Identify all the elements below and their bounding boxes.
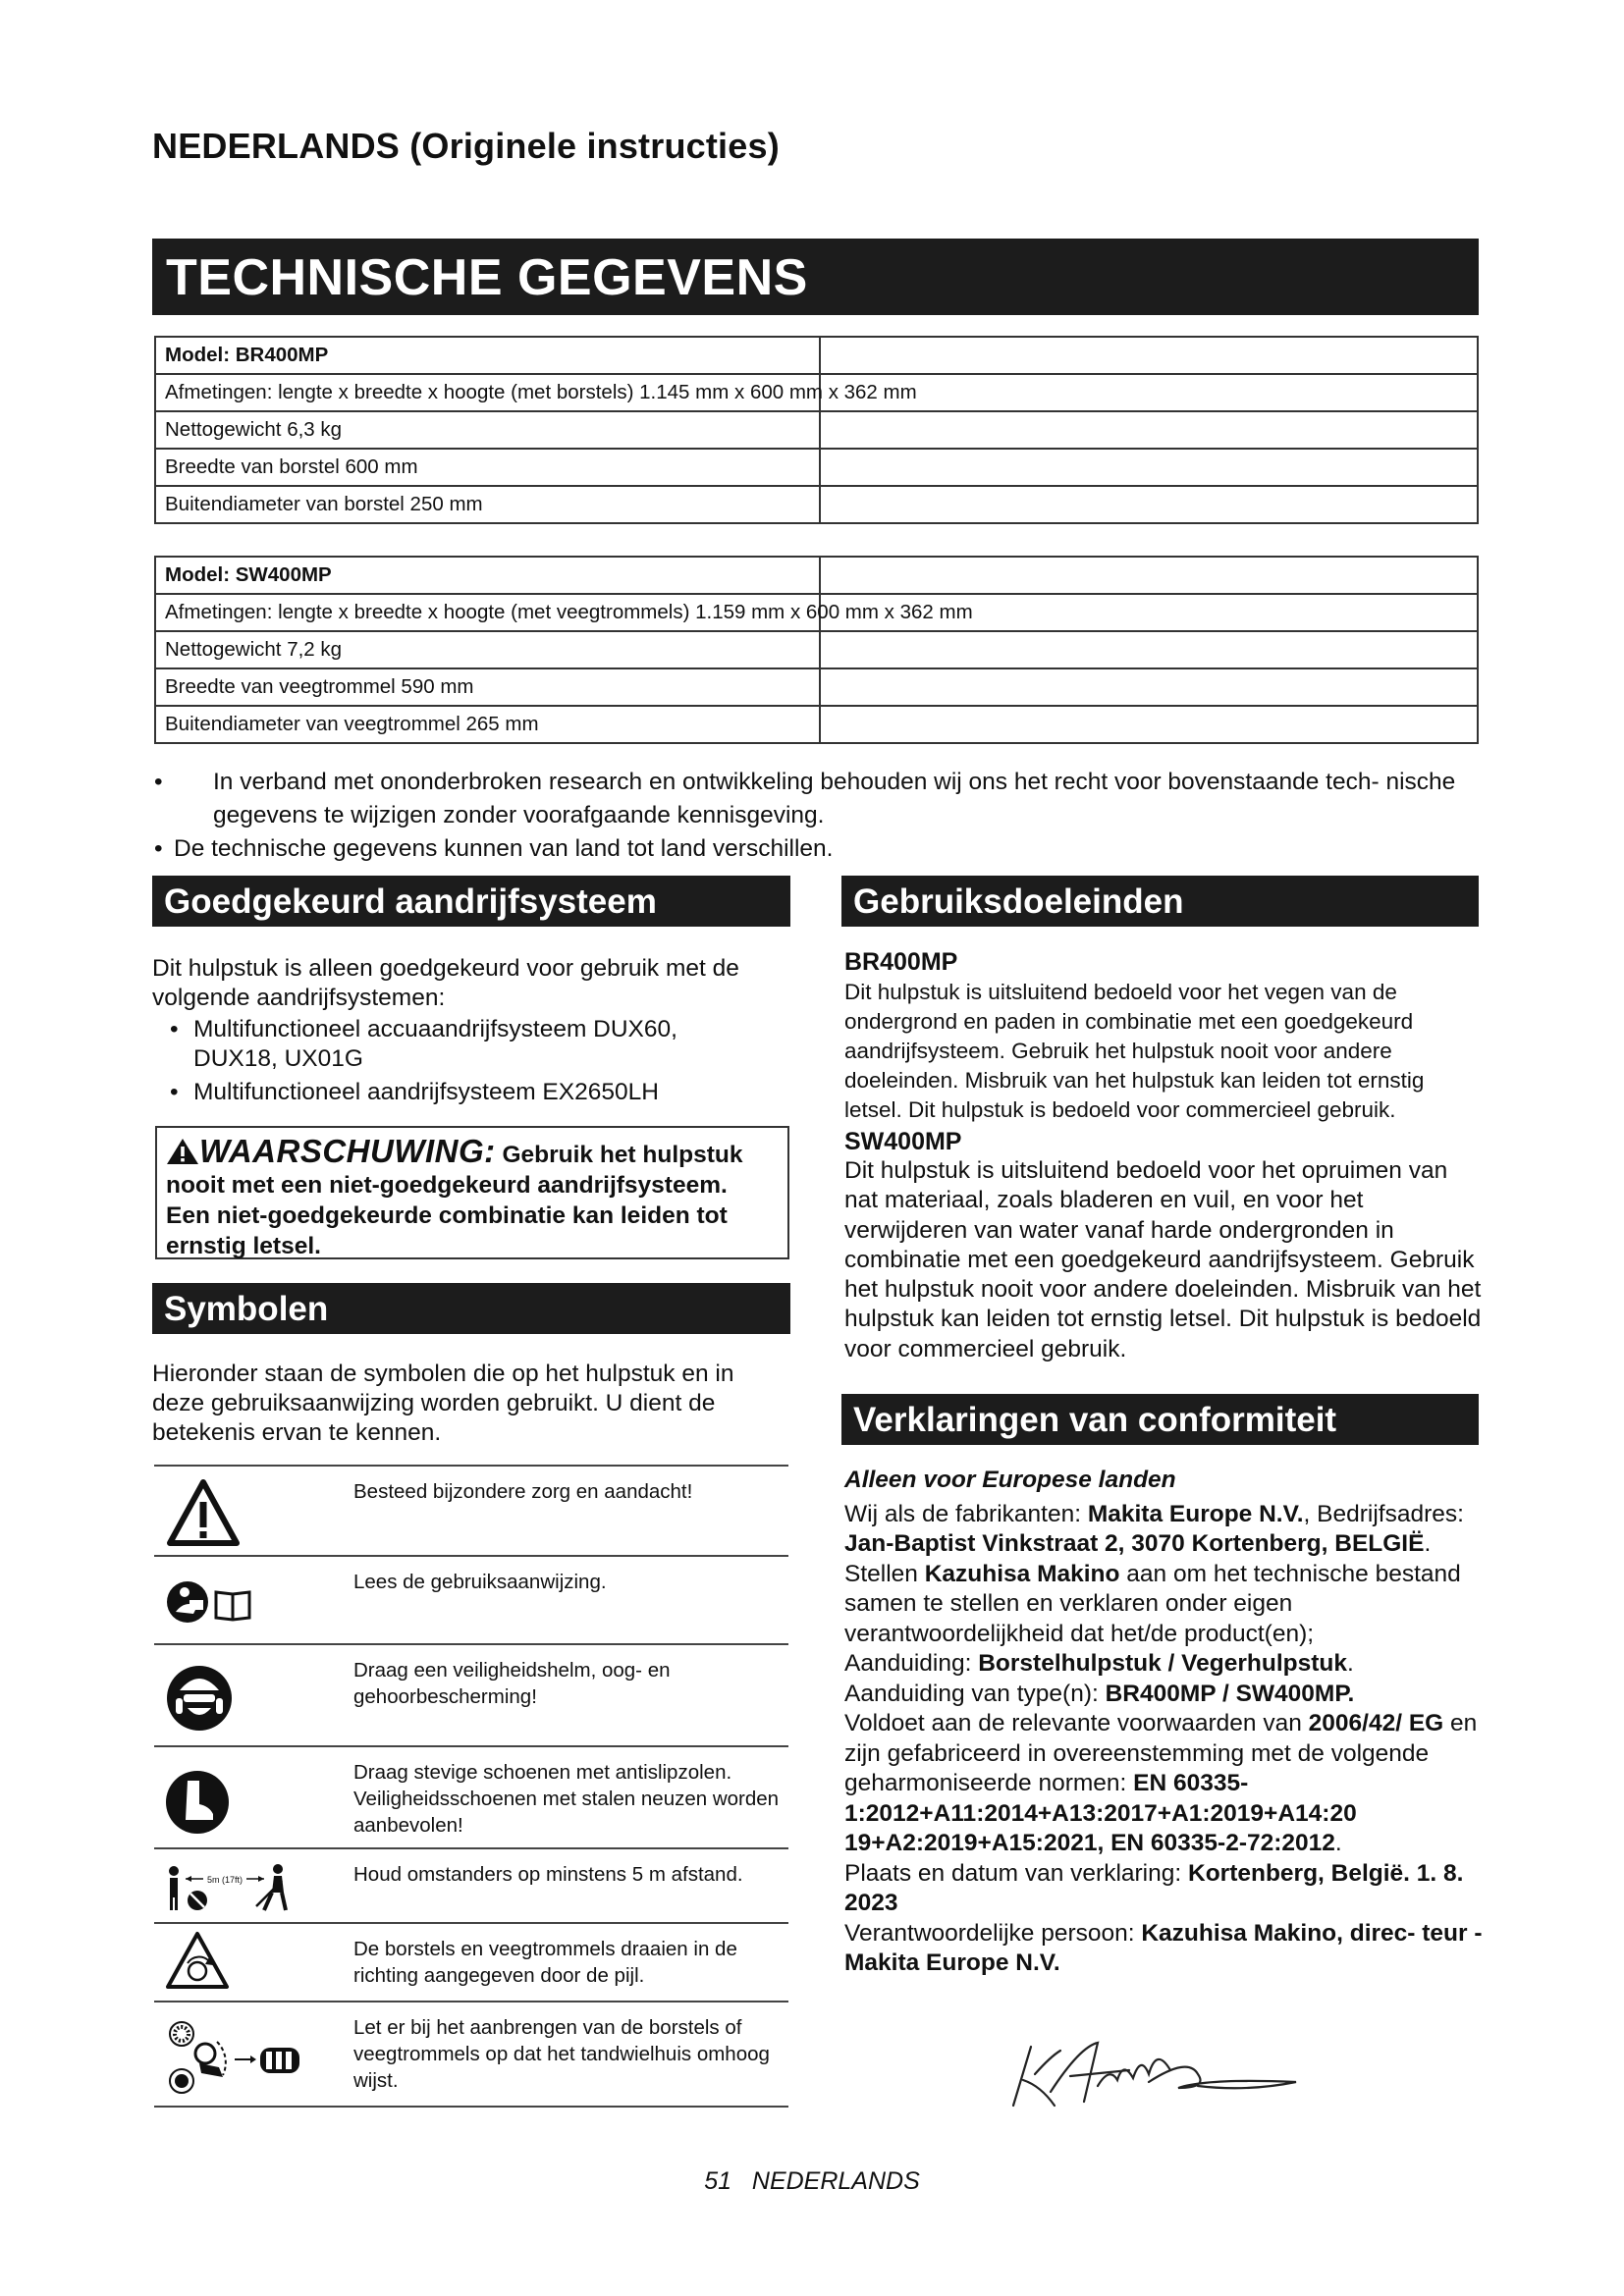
note-item: • In verband met ononderbroken research en ontwikkeling behouden wij ons het recht voor bovenstaande tech- nische gegevens te wijzigen zonder voorafgaande kennisgeving. [154,769,1456,828]
page-number: 51 [704,2167,732,2195]
spec-cell: Buitendiameter van borstel 250 mm [155,486,820,523]
conformity-heading: Verklaringen van conformiteit [841,1394,1479,1445]
symbol-row [154,1847,788,1922]
symbol-row [154,2001,788,2106]
conformity-body [844,1466,1483,1979]
symbol-text: Besteed bijzondere zorg en aandacht! [353,1480,693,1503]
conformity-responsible: Verantwoordelijke persoon: Kazuhisa Makino, direc- teur - Makita Europe N.V. [844,1919,1483,1976]
symbol-text: Lees de gebruiksaanwijzing. [353,1571,607,1593]
approved-system-body: Dit hulpstuk is alleen goedgekeurd voor gebruik met de volgende aandrijfsystemen: • Multifunctioneel accuaandrijfsysteem DUX60, DUX18, UX01G • Multifunctioneel aandrijfsysteem EX2650LH [152,954,790,1107]
conformity-subtitle: Alleen voor Europese landen [844,1467,1176,1493]
warning-text: Gebruik het hulpstuk nooit met een niet-goedgekeurd aandrijfsysteem. Een niet-goedgekeurde combinatie kan leiden tot ernstig letsel. [166,1142,743,1259]
symbol-row [154,1745,788,1847]
list-item: • Multifunctioneel accuaandrijfsysteem DUX60, DUX18, UX01G [170,1016,677,1072]
conformity-designation: Aanduiding: Borstelhulpstuk / Vegerhulpstuk. [844,1650,1354,1677]
rotation-direction-icon [154,1924,351,2002]
spec-cell: Nettogewicht 7,2 kg [155,631,820,668]
symbol-row [154,1555,788,1643]
page-footer [0,2167,1624,2196]
symbol-text: Houd omstanders op minstens 5 m afstand. [353,1863,743,1886]
symbol-row [154,1643,788,1745]
purposes-body [844,947,1483,1364]
keep-distance-icon [154,1849,351,1924]
page-language-title: NEDERLANDS (Originele instructies) [152,126,780,166]
br400mp-purpose-text: Dit hulpstuk is uitsluitend bedoeld voor het vegen van de ondergrond en paden in combinatie met een goedgekeurd aandrijfsysteem. Gebruik het hulpstuk nooit voor andere doeleinden. Misbruik van het hulpstuk kan leiden tot ernstig letsel. Dit hulpstuk is bedoeld voor commercieel gebruik. [844,979,1425,1122]
symbol-text: De borstels en veegtrommels draaien in de richting aangegeven door de pijl. [353,1938,737,1987]
spec-cell: Afmetingen: lengte x breedte x hoogte (met veegtrommels) 1.159 mm x 600 mm x 362 mm [155,594,820,631]
symbols-heading: Symbolen [152,1283,790,1334]
gearbox-orientation-icon [154,2002,351,2108]
symbol-text: Draag stevige schoenen met antislipzolen. Veiligheidsschoenen met stalen neuzen worden aanbevolen! [353,1761,780,1837]
model-sw400mp-label: SW400MP [844,1127,962,1155]
technical-notes [152,766,1488,866]
warning-box [155,1126,789,1259]
spec-cell: Breedte van veegtrommel 590 mm [155,668,820,706]
spec-table-sw400mp [154,556,1479,744]
approved-system-heading: Goedgekeurd aandrijfsysteem [152,876,790,927]
spec-cell: Model: BR400MP [155,337,820,374]
symbol-row [154,1465,788,1555]
warning-triangle-icon [166,1138,199,1165]
sw400mp-purpose-text: Dit hulpstuk is uitsluitend bedoeld voor het opruimen van nat materiaal, zoals bladeren en vuil, en voor het verwijderen van water vanaf harde ondergronden in combinatie met een goedgekeurd aandrijfsysteem. Gebruik het hulpstuk nooit voor andere doeleinden. Misbruik van het hulpstuk kan leiden tot ernstig letsel. Dit hulpstuk is bedoeld voor commercieel gebruik. [844,1157,1482,1362]
spec-cell: Buitendiameter van veegtrommel 265 mm [155,706,820,743]
symbol-text: Draag een veiligheidshelm, oog- en gehoorbescherming! [353,1659,671,1708]
distance-label: 5m (17ft) [206,1875,244,1885]
conformity-place-date: Plaats en datum van verklaring: Kortenberg, België. 1. 8. 2023 [844,1859,1464,1916]
purposes-heading: Gebruiksdoeleinden [841,876,1479,927]
list-item: • Multifunctioneel aandrijfsysteem EX2650LH [170,1079,659,1105]
spec-cell: Model: SW400MP [155,557,820,594]
conformity-standards: Voldoet aan de relevante voorwaarden van 2006/42/ EG en zijn gefabriceerd in overeenstemming met de volgende geharmoniseerde normen: EN 60335-1:2012+A11:2014+A13:2017+A1:2019+A14:20 19+A2:2019+A15:2021, EN 60335-2-72:2012. [844,1710,1478,1856]
symbols-intro: Hieronder staan de symbolen die op het hulpstuk en in deze gebruiksaanwijzing worden gebruikt. U dient de betekenis ervan te kennen. [152,1361,734,1446]
conformity-type: Aanduiding van type(n): BR400MP / SW400MP. [844,1680,1355,1707]
spec-cell: Breedte van borstel 600 mm [155,449,820,486]
model-br400mp-label: BR400MP [844,948,958,976]
symbol-text: Let er bij het aanbrengen van de borstels of veegtrommels op dat het tandwielhuis omhoog wijst. [353,2016,770,2092]
symbol-row [154,1922,788,2001]
spec-cell: Nettogewicht 6,3 kg [155,411,820,449]
conformity-paragraph: Wij als de fabrikanten: Makita Europe N.V., Bedrijfsadres: Jan-Baptist Vinkstraat 2, 3070 Kortenberg, BELGIË. Stellen Kazuhisa Makino aan om het technische bestand samen te stellen en verklaren onder eigen verantwoordelijkheid dat het/de product(en); [844,1500,1464,1647]
symbols-table-bottom-rule [154,2106,788,2108]
note-item: • De technische gegevens kunnen van land tot land verschillen. [154,835,834,862]
spec-cell: Afmetingen: lengte x breedte x hoogte (met borstels) 1.145 mm x 600 mm x 362 mm [155,374,820,411]
warning-triangle-icon [154,1467,351,1557]
footer-language: NEDERLANDS [751,2167,920,2195]
spec-table-br400mp [154,336,1479,524]
signature [1001,2027,1316,2115]
read-manual-icon [154,1557,351,1645]
safety-boots-icon [154,1747,351,1849]
warning-label: WAARSCHUWING: [199,1133,496,1169]
technical-data-heading: TECHNISCHE GEGEVENS [152,239,1479,315]
helmet-goggles-ear-protection-icon [154,1645,351,1747]
